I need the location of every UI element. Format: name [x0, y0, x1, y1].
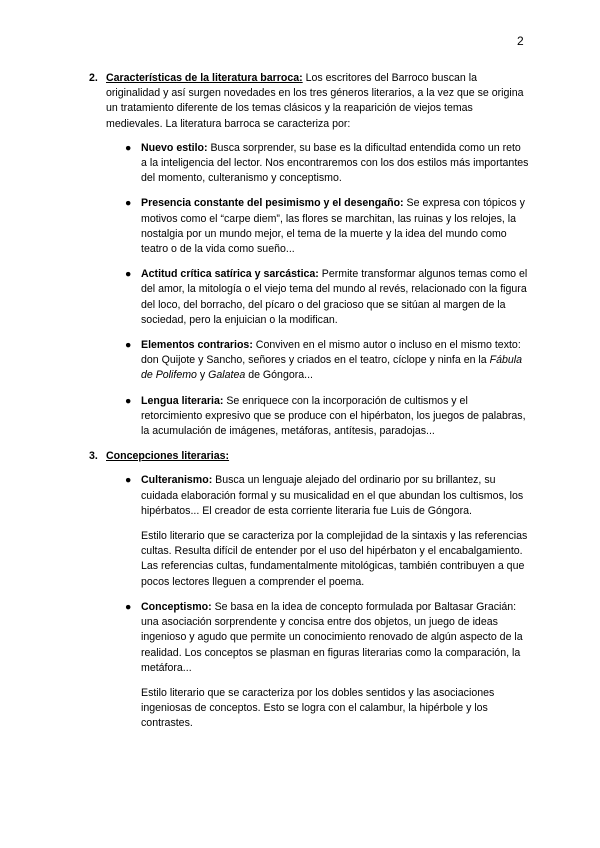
item-term: Actitud crítica satírica y sarcástica:: [141, 268, 319, 281]
item-text: de Góngora...: [245, 369, 313, 382]
section-caracteristicas: [89, 71, 529, 439]
section-title: Características de la literatura barroca:: [106, 72, 303, 84]
section-heading: [106, 449, 529, 464]
section-title: Concepciones literarias:: [106, 450, 230, 463]
item-text: Permite transformar algunos temas como el del amor, la mitología o el viejo tema del mundo al revés, relacionado con la figura del loco, del borracho, del pícaro o del gracioso que se sitúan al margen de la sociedad, pero la enjuician o la modifican.: [141, 268, 528, 326]
list-item: [125, 141, 529, 187]
list-item: [125, 196, 529, 257]
item-italic-title: Galatea: [208, 369, 246, 382]
section-number: 3.: [89, 450, 98, 463]
item-extra-paragraph: Estilo literario que se caracteriza por la complejidad de la sintaxis y las referencias cultas. Resulta difícil de entender por el uso del hipérbaton y el encabalgamiento. Las referencias cultas, fundamentalmente mitológicas, también contribuyen a que pocos lectores lleguen a comprender el poema.: [141, 530, 528, 588]
characteristics-list: [106, 141, 529, 439]
item-text: Busca un lenguaje alejado del ordinario por su brillantez, su cuidada elaboración formal y su musicalidad en el que abundan los cultismos, los hipérbatos... El creador de esta corriente literaria fue Luis de Góngora.: [141, 474, 524, 517]
bullet-icon: ●: [125, 339, 132, 352]
item-text: Se expresa con tópicos y motivos como el “carpe diem”, las flores se marchitan, las ruinas y los relojes, la nostalgia por un mundo mejor, el tema de la muerte y la idea del mundo como teatro o de la vida como sueño...: [141, 197, 525, 256]
document-body: [89, 71, 529, 742]
bullet-icon: ●: [125, 197, 132, 210]
item-text: Busca sorprender, su base es la dificultad entendida como un reto a la inteligencia del lector. Nos encontraremos con los dos estilos más importantes del momento, culteranismo y conceptismo.: [141, 141, 529, 185]
concepts-list: [106, 473, 529, 731]
list-item: [125, 600, 529, 732]
bullet-icon: ●: [125, 268, 132, 281]
item-text: y: [196, 369, 209, 382]
section-intro-text: Los escritores del Barroco buscan la originalidad y así surgen novedades en los tres géneros literarios, a la vez que se origina un tratamiento diferente de los temas clásicos y la reaparición de viejos temas medievales. La literatura barroca se caracteriza por:: [106, 72, 524, 130]
item-term: Lengua literaria:: [141, 394, 224, 407]
item-italic-title: Fábula de Polifemo: [141, 354, 523, 382]
item-term: Elementos contrarios:: [141, 339, 253, 352]
item-extra-paragraph: Estilo literario que se caracteriza por los dobles sentidos y las asociaciones ingeniosas de conceptos. Esto se logra con el calambur, la hipérbole y los contrastes.: [141, 686, 495, 730]
list-item: [125, 267, 529, 328]
item-text: Se enriquece con la incorporación de cultismos y el retorcimiento expresivo que se produce con el hipérbaton, los juegos de palabras, la acumulación de imágenes, metáforas, antítesis, paradojas...: [141, 394, 526, 438]
item-text: Conviven en el mismo autor o incluso en el mismo texto: don Quijote y Sancho, señores y criados en el teatro, cíclope y ninfa en la: [141, 339, 521, 367]
bullet-icon: ●: [125, 394, 132, 407]
item-term: Presencia constante del pesimismo y el desengaño:: [141, 197, 404, 210]
list-item: [125, 473, 529, 589]
section-concepciones: [89, 449, 529, 731]
list-item: [125, 394, 529, 440]
item-term: Nuevo estilo:: [141, 141, 208, 154]
page-number: 2: [517, 34, 524, 48]
item-text: Se basa en la idea de concepto formulada por Baltasar Gracián: una asociación sorprendente y concisa entre dos objetos, un juego de ideas ingenioso y agudo que permite un conocimiento renovado de algún aspecto de la realidad. Los conceptos se plasman en figuras literarias como la comparación, la metáfora...: [141, 600, 523, 674]
item-term: Conceptismo:: [141, 600, 212, 613]
bullet-icon: ●: [125, 474, 132, 487]
bullet-icon: ●: [125, 141, 132, 154]
section-intro-paragraph: [106, 71, 529, 132]
list-item: [125, 338, 529, 384]
section-number: 2.: [89, 72, 98, 84]
item-term: Culteranismo:: [141, 474, 213, 487]
bullet-icon: ●: [125, 600, 132, 613]
